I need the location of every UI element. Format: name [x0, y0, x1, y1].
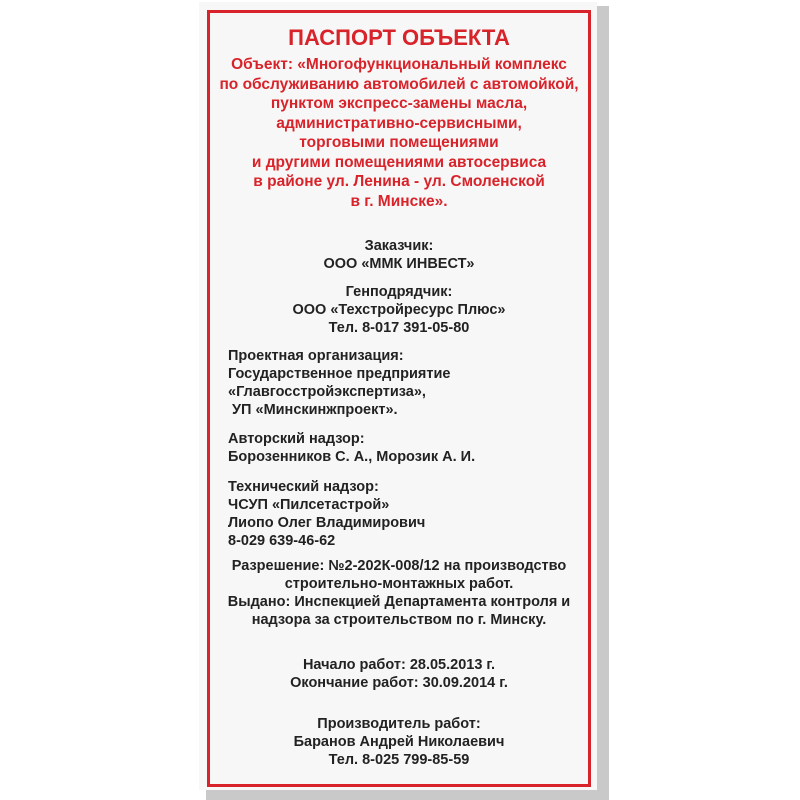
customer-block [207, 237, 591, 273]
design-org-line: «Главгосстройэкспертиза», [228, 384, 426, 400]
contractor-label: Генподрядчик: [345, 284, 453, 300]
customer-name: ООО «ММК ИНВЕСТ» [323, 256, 475, 272]
permit-line: Выдано: Инспекцией Департамента контроля и [227, 594, 571, 610]
permit-line: надзора за строительством по г. Минску. [251, 612, 547, 628]
contractor-name: ООО «Техстройресурс Плюс» [292, 302, 506, 318]
design-org-line: Государственное предприятие [228, 366, 451, 382]
plate-shadow-right [597, 6, 609, 800]
dates-block [207, 656, 591, 692]
permit-line: строительно-монтажных работ. [284, 576, 514, 592]
tech-supervision-label: Технический надзор: [228, 479, 379, 495]
object-line: Объект: «Многофункциональный комплекс [231, 56, 567, 73]
author-supervision-names: Борозенников С. А., Морозик А. И. [228, 449, 476, 465]
object-line: торговыми помещениями [299, 134, 499, 151]
works-manager-phone: Тел. 8-025 799-85-59 [328, 752, 470, 768]
contractor-phone: Тел. 8-017 391-05-80 [328, 320, 470, 336]
works-manager-label: Производитель работ: [317, 716, 481, 732]
object-description [207, 55, 591, 211]
object-line: пунктом экспресс-замены масла, [270, 95, 528, 112]
design-org-label: Проектная организация: [228, 348, 404, 364]
works-manager-block [207, 715, 591, 769]
technical-supervision-block [228, 478, 588, 550]
page-title: ПАСПОРТ ОБЪЕКТА [288, 25, 510, 50]
object-line: по обслуживанию автомобилей с автомойкой, [219, 75, 579, 93]
tech-supervision-org: ЧСУП «Пилсетастрой» [228, 497, 390, 513]
design-org-line: УП «Минскинжпроект». [228, 402, 398, 418]
permit-block [207, 557, 591, 629]
tech-supervision-person: Лиопо Олег Владимирович [228, 515, 426, 531]
general-contractor-block [207, 283, 591, 337]
customer-label: Заказчик: [364, 238, 434, 254]
object-line: в г. Минске». [350, 192, 448, 210]
object-line: административно-сервисными, [276, 114, 522, 132]
object-line: в районе ул. Ленина - ул. Смоленской [253, 173, 545, 190]
object-line: и другими помещениями автосервиса [251, 153, 547, 171]
design-organization-block [228, 347, 588, 419]
end-date: Окончание работ: 30.09.2014 г. [290, 675, 508, 691]
start-date: Начало работ: 28.05.2013 г. [302, 657, 496, 673]
permit-line: Разрешение: №2-202К-008/12 на производство [231, 558, 567, 574]
author-supervision-label: Авторский надзор: [228, 431, 365, 447]
tech-supervision-phone: 8-029 639-46-62 [228, 533, 336, 549]
works-manager-name: Баранов Андрей Николаевич [293, 734, 505, 750]
author-supervision-block [228, 430, 588, 466]
